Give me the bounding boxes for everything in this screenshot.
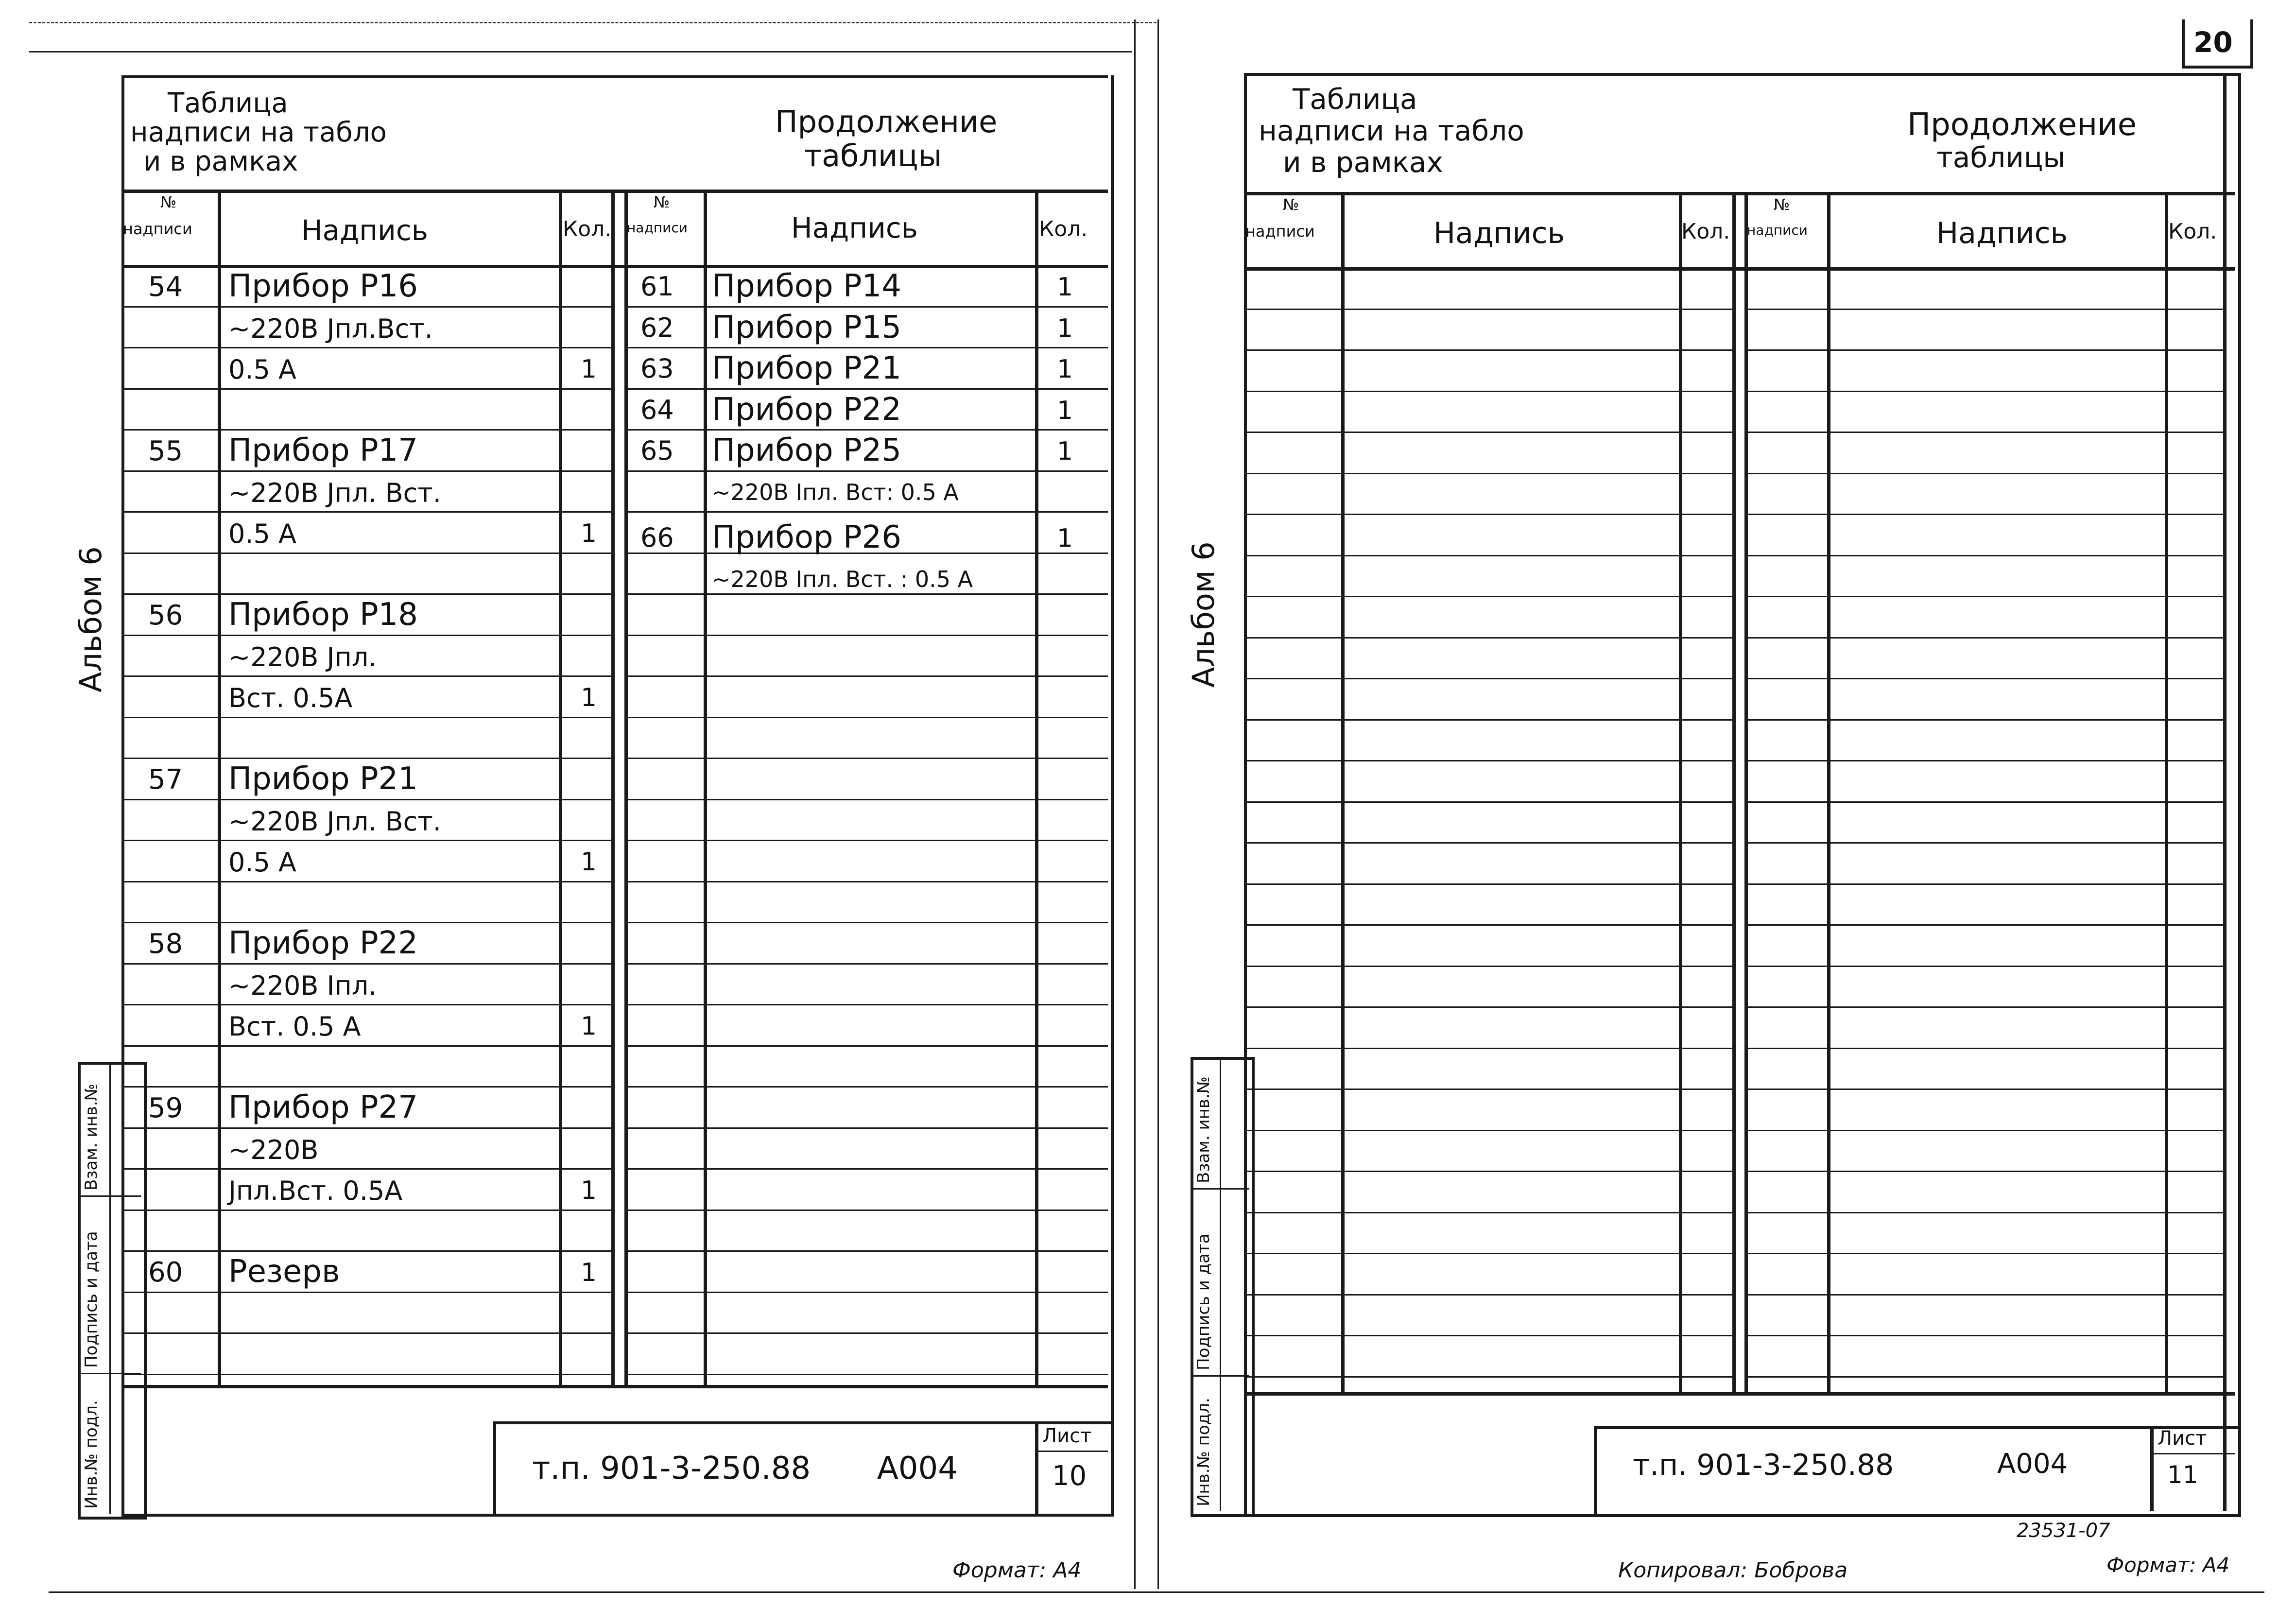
table-row-line [1744,1335,2226,1336]
table-row-line [1744,555,2226,556]
table-row-line [1744,966,2226,967]
table-row-line [1744,1130,2226,1131]
right-b-head-no-2: надписи [1747,222,1808,238]
row-text: Јпл.Вст. 0.5А [228,1175,403,1206]
table-row-line [1244,391,1735,392]
row-qty: 1 [1057,313,1073,343]
table-row-line [1744,1212,2226,1213]
row-number: 60 [148,1257,183,1288]
row-text: ~220В Іпл. Вст. : 0.5 А [712,566,973,592]
left-stamp-label-1: Взам. инв.№ [82,1083,101,1191]
table-row-line [1244,883,1735,885]
table-row-line [1744,842,2226,844]
row-qty: 1 [581,519,597,548]
row-text: Прибор Р22 [712,391,901,428]
table-row-line [1744,1048,2226,1049]
row-text: Прибор Р25 [712,432,901,468]
right-title-block-sheet-sep [2150,1453,2235,1454]
row-number: 55 [148,435,183,467]
table-row-line [1744,1376,2226,1378]
left-continuation-1: Продолжение [775,104,998,139]
table-row-line [1244,596,1735,597]
table-row-line [1744,760,2226,761]
right-a-head-no-1: № [1283,195,1299,214]
row-text: 0.5 А [228,518,296,549]
table-row-line [1744,801,2226,803]
table-row-line [1244,349,1735,351]
right-title-2: надписи на табло [1259,114,1524,147]
table-row-line [1744,1006,2226,1008]
row-number: 61 [640,271,674,302]
left-doc-suffix: А004 [877,1451,958,1486]
table-row-line [1744,596,2226,597]
right-stamp-divider [1220,1057,1221,1511]
row-number: 56 [148,600,183,631]
table-row-line [1744,924,2226,926]
left-stamp-label-2: Подпись и дата [82,1231,101,1368]
row-number: 58 [148,928,183,960]
right-b-head-qty: Кол. [2168,219,2217,244]
table-row-line [1244,801,1735,803]
right-stamp-h1 [1191,1188,1249,1190]
row-number: 65 [640,435,674,466]
right-doc-suffix: А004 [1997,1448,2068,1480]
table-row-line [1244,473,1735,474]
left-b-head-no-2: надписи [627,220,688,236]
row-qty: 1 [1057,273,1073,302]
table-row-line [1744,514,2226,515]
table-row-line [1744,719,2226,721]
row-qty: 1 [1057,437,1073,466]
right-stamp-h2 [1191,1375,1249,1377]
row-text: Вст. 0.5А [228,683,353,713]
table-row-line [1244,555,1735,556]
table-row-line [1744,309,2226,310]
row-qty: 1 [1057,524,1073,553]
row-text: Прибор Р16 [228,268,418,304]
right-doc-code: т.п. 901-3-250.88 [1633,1448,1894,1482]
table-row-line [1244,1089,1735,1090]
row-qty: 1 [581,683,597,712]
left-sheet-label: Лист [1042,1425,1092,1447]
right-frame-inner [2223,73,2227,1511]
table-row-line [1244,1130,1735,1131]
right-stamp-label-2: Подпись и дата [1194,1233,1213,1370]
table-row-line [1744,1089,2226,1090]
left-title-3: и в рамках [143,146,298,177]
left-a-head-no-2: надписи [123,220,192,238]
table-row-line [1244,678,1735,679]
left-a-head-no-1: № [160,193,177,211]
row-text: Прибор Р14 [712,268,901,304]
row-qty: 1 [1057,396,1073,425]
table-row-line [1744,473,2226,474]
table-row-line [1244,1294,1735,1296]
table-row-line [1744,391,2226,392]
left-b-head-qty: Кол. [1039,217,1088,242]
right-side-label: Альбом 6 [1186,541,1221,688]
row-text: Резерв [228,1254,340,1290]
row-qty: 1 [581,1258,597,1287]
table-row-line [1744,349,2226,351]
right-copied-by: Копировал: Боброва [1618,1558,1848,1583]
table-row-line [1744,432,2226,433]
left-title-2: надписи на табло [130,117,387,148]
left-sheet-no: 10 [1052,1460,1087,1492]
row-text: Прибор Р26 [712,519,901,555]
left-b-head-no-1: № [654,193,670,211]
right-frame [1244,73,2241,1517]
right-b-head-text: Надпись [1936,216,2068,250]
row-text: ~220В Іпл. Вст: 0.5 А [712,479,959,505]
row-qty: 1 [581,355,597,384]
right-continuation-1: Продолжение [1907,107,2137,143]
row-qty: 1 [581,1012,597,1041]
right-continuation-2: таблицы [1936,141,2066,174]
page-number: 20 [2193,26,2233,59]
table-row-line [1244,924,1735,926]
table-row-line [1244,309,1735,310]
table-row-line [1244,637,1735,639]
row-text: Прибор Р18 [228,597,418,633]
right-sheet-label: Лист [2158,1427,2207,1450]
row-text: Прибор Р27 [228,1089,418,1125]
row-number: 63 [640,353,674,384]
row-text: Прибор Р15 [712,309,901,346]
table-row-line [1244,1253,1735,1254]
table-row-line [1744,1294,2226,1296]
row-text: ~220В Јпл. [228,641,377,673]
row-number: 59 [148,1092,183,1124]
right-title-block-sep [2150,1426,2154,1511]
table-row-line [1244,1376,1735,1378]
left-stamp-label-3: Инв.№ подл. [82,1400,101,1509]
right-sheet-no: 11 [2167,1461,2198,1489]
table-row-line [1244,1335,1735,1336]
right-bottom-line [1244,1392,2235,1396]
row-text: Прибор Р21 [712,350,901,386]
row-qty: 1 [1057,355,1073,384]
right-title-3: и в рамках [1283,146,1443,179]
table-row-line [1244,432,1735,433]
right-a-head-no-2: надписи [1245,222,1315,241]
table-row-line [1244,1212,1735,1213]
table-row-line [1244,842,1735,844]
right-colhead-line [1244,267,2235,271]
row-number: 64 [640,394,674,425]
row-number: 66 [640,522,674,553]
right-format: Формат: А4 [2106,1553,2230,1577]
row-text: Вст. 0.5 А [228,1011,361,1042]
row-text: ~220В Іпл. [228,970,377,1001]
table-row-line [1744,1253,2226,1254]
left-doc-code: т.п. 901-3-250.88 [532,1451,811,1486]
row-text: Прибор Р22 [228,925,418,961]
left-side-label: Альбом 6 [73,546,108,692]
left-a-head-text: Надпись [301,214,428,247]
table-row-line [1244,719,1735,721]
right-header-line [1244,192,2235,195]
row-number: 57 [148,764,183,795]
table-row-line [1744,883,2226,885]
row-qty: 1 [581,847,597,877]
row-text: 0.5 А [228,354,296,385]
right-b-head-no-1: № [1774,195,1790,214]
table-row-line [1744,637,2226,639]
table-row-line [1744,1171,2226,1172]
row-number: 54 [148,271,183,303]
row-number: 62 [640,312,674,343]
right-a-head-qty: Кол. [1681,219,1730,244]
table-row-line [1244,1171,1735,1172]
right-archive-no: 23531-07 [2017,1520,2110,1542]
left-format: Формат: А4 [952,1558,1082,1583]
table-row-line [1744,678,2226,679]
table-row-line [1244,1048,1735,1049]
right-a-head-text: Надпись [1433,216,1565,250]
right-title-1: Таблица [1293,83,1417,116]
right-stamp-label-1: Взам. инв.№ [1194,1076,1213,1183]
left-continuation-2: таблицы [804,138,942,173]
left-title-1: Таблица [168,87,288,119]
table-row-line [1244,1006,1735,1008]
row-text: ~220В Јпл. Вст. [228,806,441,837]
row-text: Прибор Р21 [228,761,418,797]
table-row-line [1244,966,1735,967]
left-a-head-qty: Кол. [563,217,612,242]
row-qty: 1 [581,1176,597,1205]
row-text: ~220В Јпл.Вст. [228,313,433,344]
row-text: 0.5 А [228,847,296,878]
row-text: ~220В [228,1134,319,1165]
right-stamp-label-3: Инв.№ подл. [1194,1398,1213,1506]
row-text: Прибор Р17 [228,432,418,468]
row-text: ~220В Јпл. Вст. [228,477,441,508]
table-row-line [1244,760,1735,761]
table-row-line [1244,514,1735,515]
left-b-head-text: Надпись [791,211,918,244]
